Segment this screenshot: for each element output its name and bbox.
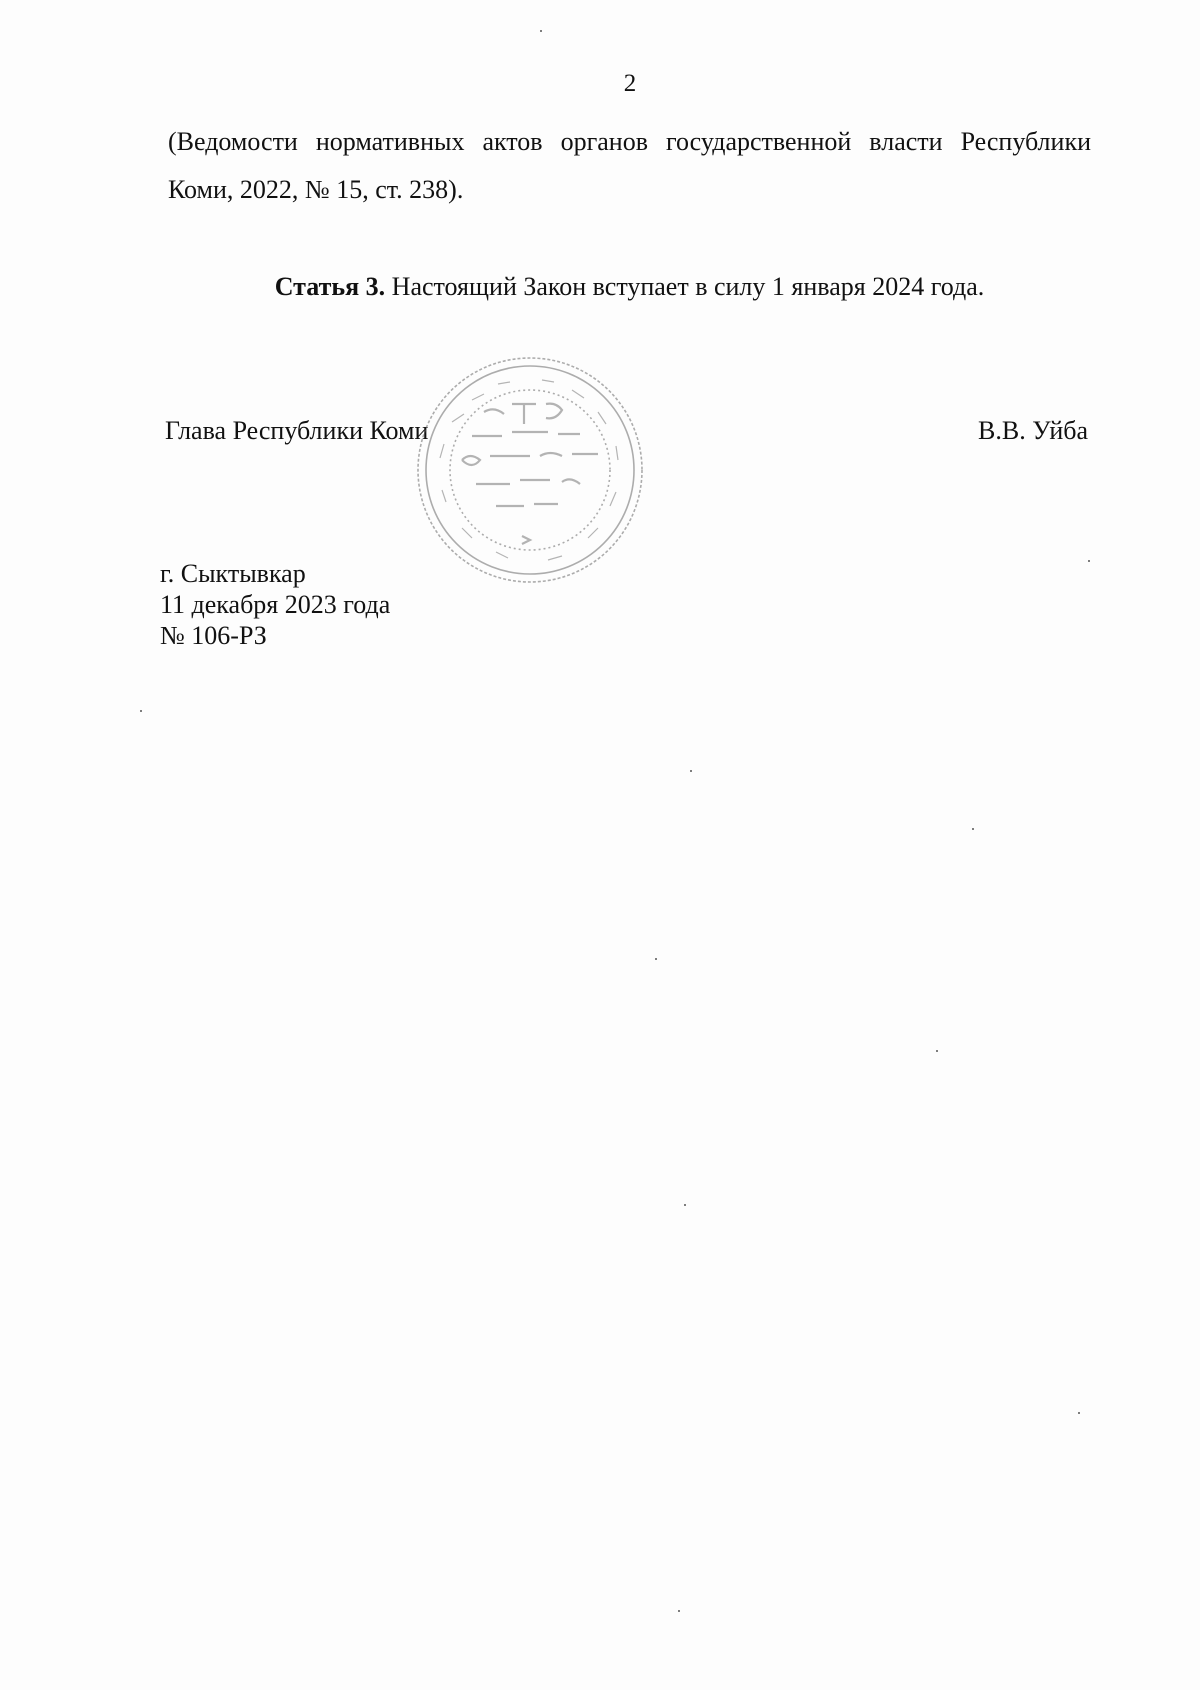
law-number: № 106-РЗ	[160, 621, 267, 650]
article-text: Настоящий Закон вступает в силу 1 января 2024 года.	[385, 272, 985, 301]
continuation-paragraph: (Ведомости нормативных актов органов государственной власти Республики Коми, 2022, № 15, ст. 238).	[168, 127, 1091, 204]
scan-speck	[936, 1050, 938, 1052]
scan-speck	[1078, 1412, 1080, 1414]
scan-speck	[140, 710, 142, 712]
scan-speck	[540, 30, 542, 32]
article-3	[168, 270, 1091, 304]
scan-speck	[684, 1204, 686, 1206]
page-number: 2	[623, 70, 637, 97]
law-date: 11 декабря 2023 года	[160, 590, 391, 619]
scan-speck	[690, 770, 692, 772]
scan-speck	[678, 1610, 680, 1612]
city: г. Сыктывкар	[160, 559, 306, 588]
signatory-position: Глава Республики Коми	[165, 416, 429, 445]
scan-speck	[972, 828, 974, 830]
place-date-block	[160, 558, 390, 651]
signatory-name: В.В. Уйба	[978, 416, 1088, 445]
scan-speck	[1088, 560, 1090, 562]
article-label: Статья 3.	[274, 272, 386, 301]
scan-speck	[655, 958, 657, 960]
official-seal-icon	[412, 352, 648, 588]
